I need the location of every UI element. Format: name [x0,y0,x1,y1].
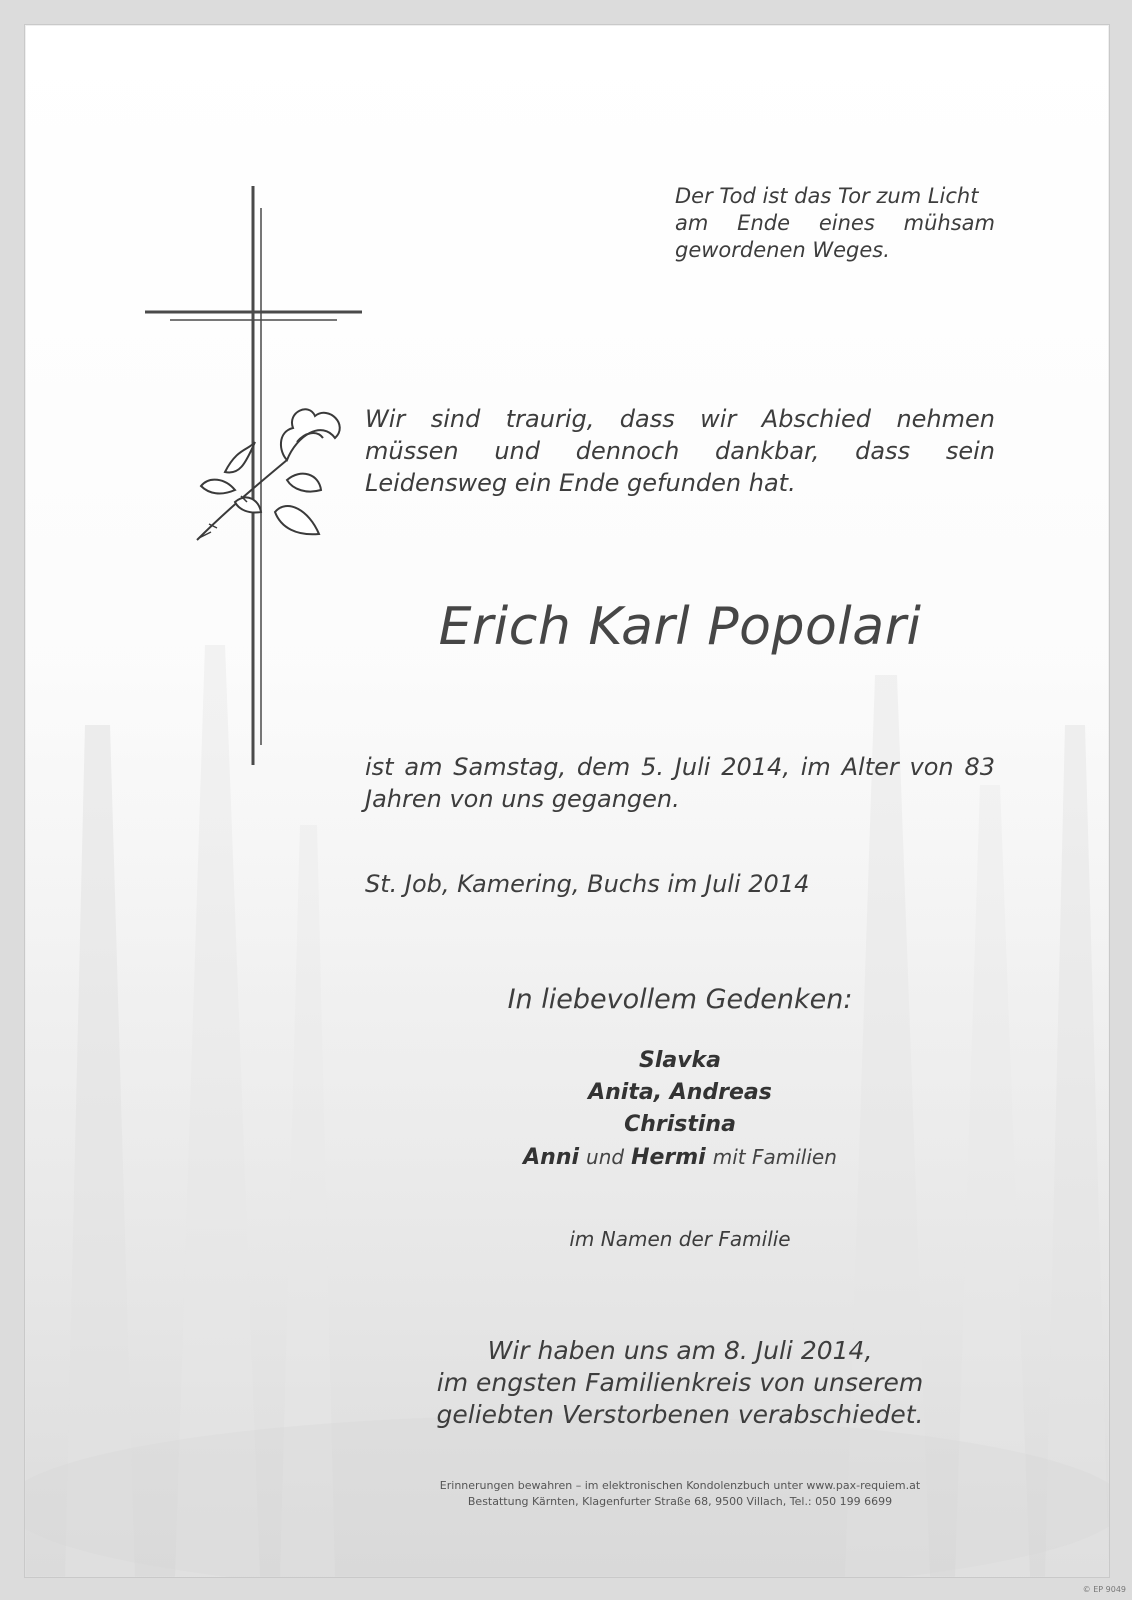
rose-icon [197,409,340,540]
mourner-row: Christina [624,1112,736,1137]
quote-line: Der Tod ist das Tor zum Licht [675,184,979,208]
quote-line: gewordenen Weges. [675,238,890,262]
cross-icon [137,180,377,780]
farewell-text [325,1335,1035,1431]
death-notice-line: Jahren von uns gegangen. [365,785,680,813]
intro-line: Wir sind traurig, dass wir Abschied nehmen [365,405,995,433]
farewell-line: im engsten Familienkreis von unserem [436,1368,924,1397]
footer [325,1478,1035,1510]
intro-line: Leidensweg ein Ende gefunden hat. [365,469,796,497]
mourner-conjunction: und [586,1145,625,1169]
mourner-row: Slavka [638,1048,722,1073]
place-date: St. Job, Kamering, Buchs im Juli 2014 [365,870,810,898]
farewell-line: Wir haben uns am 8. Juli 2014, [487,1336,873,1365]
mourner-row: Anita, Andreas [588,1080,772,1105]
on-behalf-text: im Namen der Familie [569,1227,791,1251]
footer-line: Bestattung Kärnten, Klagenfurter Straße 68, 9500 Villach, Tel.: 050 199 6699 [467,1495,893,1508]
death-notice [365,751,995,815]
deceased-name: Erich Karl Popolari [438,597,922,657]
mourning-heading: In liebevollem Gedenken: [507,984,853,1015]
farewell-line: geliebten Verstorbenen verabschiedet. [436,1400,924,1429]
death-notice-line: ist am Samstag, dem 5. Juli 2014, im Alter von 83 [365,753,995,781]
mourner-suffix: mit Familien [712,1145,837,1169]
obituary-card [24,24,1110,1578]
mourners-list [365,1045,995,1174]
opening-quote [675,183,995,264]
intro-text [365,403,995,499]
quote-line: am Ende eines mühsam [675,211,995,235]
mourner-row [365,1141,995,1174]
mourner-name: Hermi [631,1145,706,1170]
mourner-name: Anni [523,1145,580,1170]
footer-line: Erinnerungen bewahren – im elektronischen Kondolenzbuch unter www.pax-requiem.at [439,1479,921,1492]
print-code: © EP 9049 [1082,1585,1126,1594]
intro-line: müssen und dennoch dankbar, dass sein [365,437,995,465]
